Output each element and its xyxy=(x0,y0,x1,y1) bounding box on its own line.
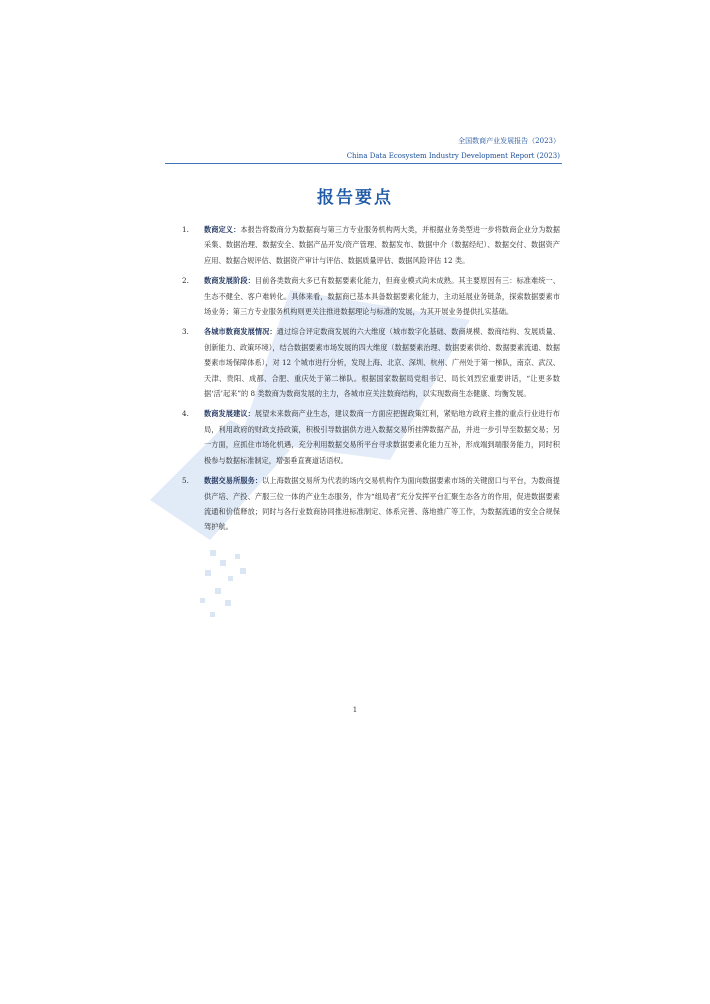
key-points-list xyxy=(180,222,560,540)
page-title: 报告要点 xyxy=(317,188,393,208)
point-heading: 各城市数商发展情况： xyxy=(204,327,277,337)
key-point xyxy=(180,273,560,319)
header-divider xyxy=(165,163,562,164)
key-point xyxy=(180,324,560,401)
point-body: 以上海数据交易所为代表的场内交易机构作为面向数据要素市场的关键窗口与平台，为数商提供产培、产投、产服三位一体的产业生态服务，作为“组局者”充分发挥平台汇聚生态各方的作用，促进数据要素流通和价值释放；同时与各行业数商协同推进标准制定、体系完善、落地推广等工作，为数据流通的安全合规保驾护航。 xyxy=(204,476,560,532)
point-number: 2. xyxy=(182,276,189,286)
key-point xyxy=(180,406,560,468)
header-title-cn: 全国数商产业发展报告（2023） xyxy=(458,137,560,145)
point-heading: 数据交易所服务： xyxy=(204,476,263,486)
point-heading: 数商发展建议： xyxy=(204,409,255,419)
page-number: 1 xyxy=(352,706,358,714)
page-header xyxy=(160,132,710,168)
point-body: 本报告将数商分为数据商与第三方专业服务机构两大类，并根据业务类型进一步将数商企业分为数据采集、数据治理、数据安全、数据产品开发/资产管理、数据发布、数据中介（数据经纪）、数据交付、数据资产应用、数据合规评估、数据资产审计与评估、数据质量评估、数据风险评估 12 类。 xyxy=(204,225,560,265)
point-number: 1. xyxy=(182,225,189,234)
point-body: 展望未来数商产业生态，建议数商一方面应把握政策红利，紧贴地方政府主推的重点行业进行布局，利用政府的财政支持政策，积极引导数据供方进入数据交易所挂牌数据产品，并进一步引导至数据交易；另一方面，应抓住市场化机遇，充分利用数据交易所平台寻求数据要素化能力互补，形成端到端服务能力，同时积极参与数据标准制定，增强垂直赛道话语权。 xyxy=(204,409,560,465)
point-heading: 数商定义： xyxy=(204,225,241,234)
point-body: 目前各类数商大多已有数据要素化能力，但商业模式尚未成熟。其主要原因有三：标准难统一、生态不健全、客户难转化。具体来看，数据商已基本具备数据要素化能力，主动延展业务链条，探索数据要素市场业务；第三方专业服务机构则更关注推进数据理论与标准的发展，为其开展业务提供扎实基础。 xyxy=(204,276,560,317)
point-number: 5. xyxy=(182,476,189,486)
header-title-en: China Data Ecosystem Industry Development Report (2023) xyxy=(346,152,560,160)
point-body: 通过综合评定数商发展的六大维度（城市数字化基础、数商规模、数商结构、发展质量、创新能力、政策环境），结合数据要素市场发展的四大维度（数据要素治理、数据要素供给、数据要素流通、数据要素市场保障体系），对 12 个城市进行分析，发现上海、北京、深圳、杭州、广州处于第一梯队，南京、武汉、天津、贵阳、成都、合肥、重庆处于第二梯队。根据国家数据局党组书记、局长刘烈宏重要讲话，“让更多数据‘活’起来”的 8 类数商为数商发展的主力，各城市应关注数商结构，以实现数商生态健康、均衡发展。 xyxy=(204,327,560,399)
point-heading: 数商发展阶段： xyxy=(204,276,255,286)
key-point xyxy=(180,473,560,535)
point-number: 3. xyxy=(182,327,189,337)
point-number: 4. xyxy=(182,409,189,419)
key-point xyxy=(180,222,560,268)
